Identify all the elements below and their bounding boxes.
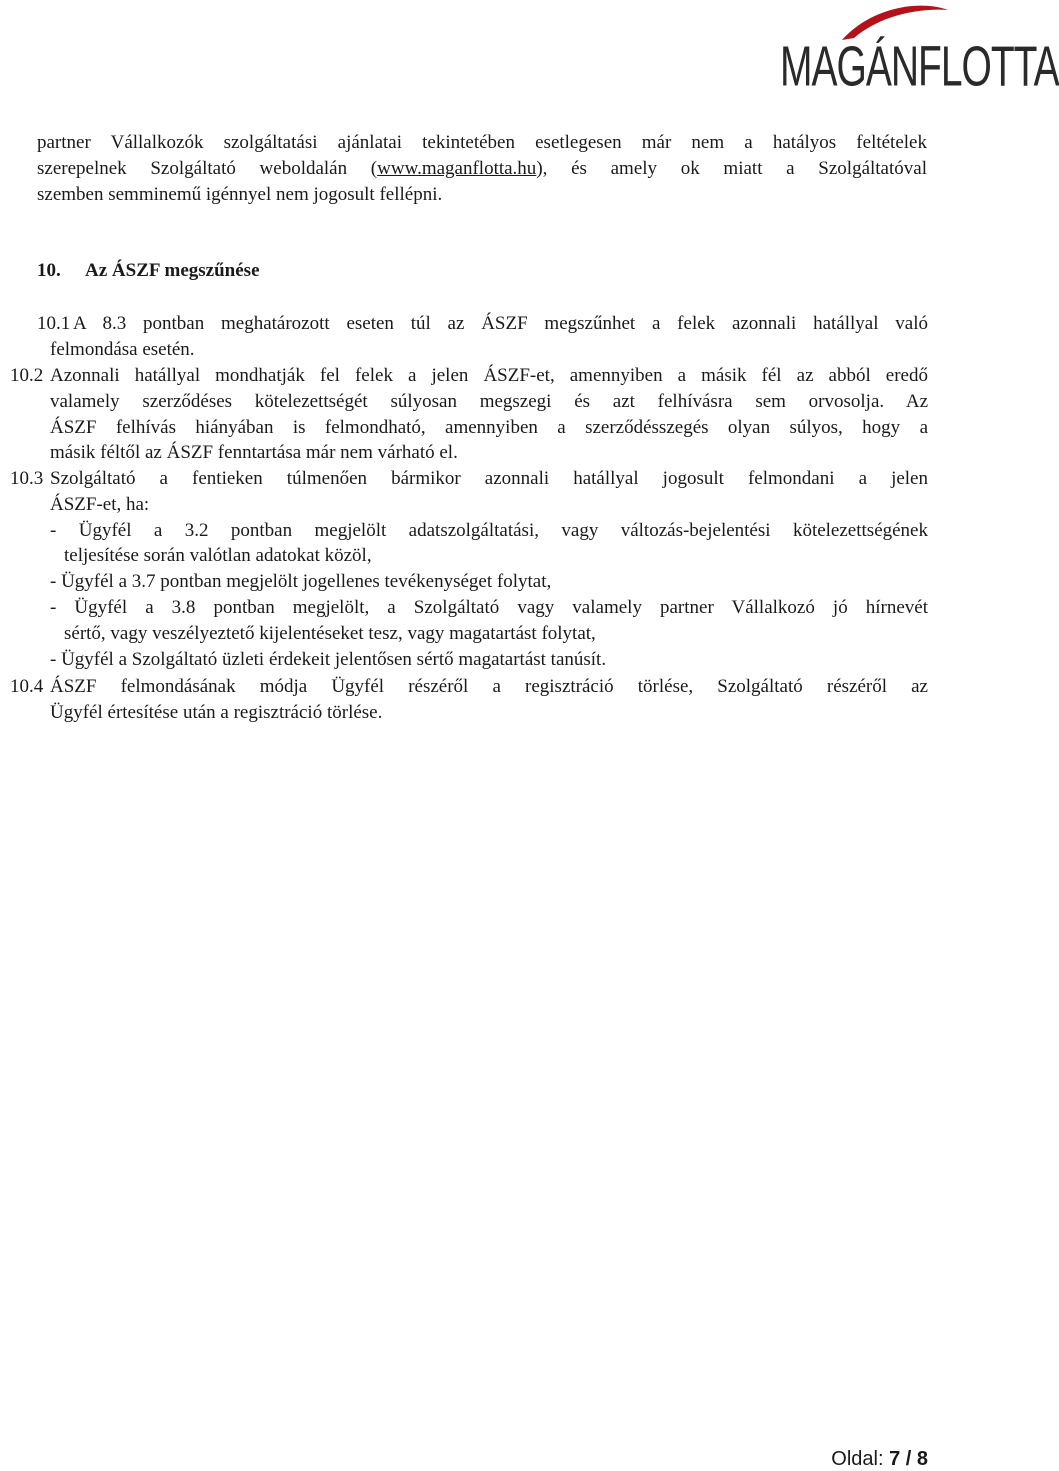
section-number: 10. [37,260,61,281]
clause-number: 10.4 [10,676,44,697]
maganflotta-logo [772,4,1059,99]
section-title: Az ÁSZF megszűnése [85,260,260,281]
clause-line: felmondása esetén. [50,338,195,360]
bullet-line: - Ügyfél a 3.2 pontban megjelölt adatszolgáltatási, vagy változás-bejelentési kötelezettségének [50,519,928,541]
intro-line-2 [37,156,927,182]
clause-line: Szolgáltató a fentieken túlmenően bármikor azonnali hatállyal jogosult felmondani a jelen [50,468,928,489]
clause-line: másik féltől az ÁSZF fenntartása már nem várható el. [50,442,458,464]
clause-line: ÁSZF-et, ha: [50,493,150,515]
clause-line: Azonnali hatállyal mondhatják fel felek a jelen ÁSZF-et, amennyiben a másik fél az abból eredő [50,365,928,386]
clause-line: Ügyfél értesítése után a regisztráció törlése. [50,701,383,723]
clause-number: 10.1 [37,313,71,334]
bullet-continuation: sértő, vagy veszélyeztető kijelentéseket tesz, vagy magatartást folytat, [64,622,596,644]
intro-paragraph [37,130,927,207]
intro-line-1: partner Vállalkozók szolgáltatási ajánlatai tekintetében esetlegesen már nem a hatályos feltételek [37,132,927,153]
clause-line: ÁSZF felhívás hiányában is felmondható, amennyiben a szerződésszegés olyan súlyos, hogy a [50,416,928,438]
section-heading [37,260,260,282]
intro-line-3: szemben semminemű igénnyel nem jogosult fellépni. [37,183,443,205]
page-number: 7 / 8 [889,1448,928,1470]
clause-line: ÁSZF felmondásának módja Ügyfél részéről a regisztráció törlése, Szolgáltató részéről az [50,676,928,697]
intro-line-2-post: ), és amely ok miatt a Szolgáltatóval [536,157,927,179]
bullet-line: - Ügyfél a 3.7 pontban megjelölt jogellenes tevékenységet folytat, [50,571,552,593]
bullet-continuation: teljesítése során valótlan adatokat közöl, [64,545,372,567]
clause-number: 10.2 [10,365,44,386]
intro-line-2-pre: szerepelnek Szolgáltató weboldalán ( [37,157,378,179]
page-label: Oldal: [831,1448,890,1470]
page-footer [831,1448,928,1471]
bullet-line: - Ügyfél a 3.8 pontban megjelölt, a Szolgáltató vagy valamely partner Vállalkozó jó hírnevét [50,596,928,618]
clause-line: A 8.3 pontban meghatározott eseten túl az ÁSZF megszűnhet a felek azonnali hatállyal való [73,313,928,334]
bullet-line: - Ügyfél a Szolgáltató üzleti érdekeit jelentősen sértő magatartást tanúsít. [50,648,607,670]
clause-line: valamely szerződéses kötelezettségét súlyosan megszegi és azt felhívásra sem orvosolja. Az [50,390,928,412]
website-link[interactable]: www.maganflotta.hu [377,157,537,179]
clause-number: 10.3 [10,468,44,489]
logo-text: MAGÁNFLOTTA [780,36,1059,99]
